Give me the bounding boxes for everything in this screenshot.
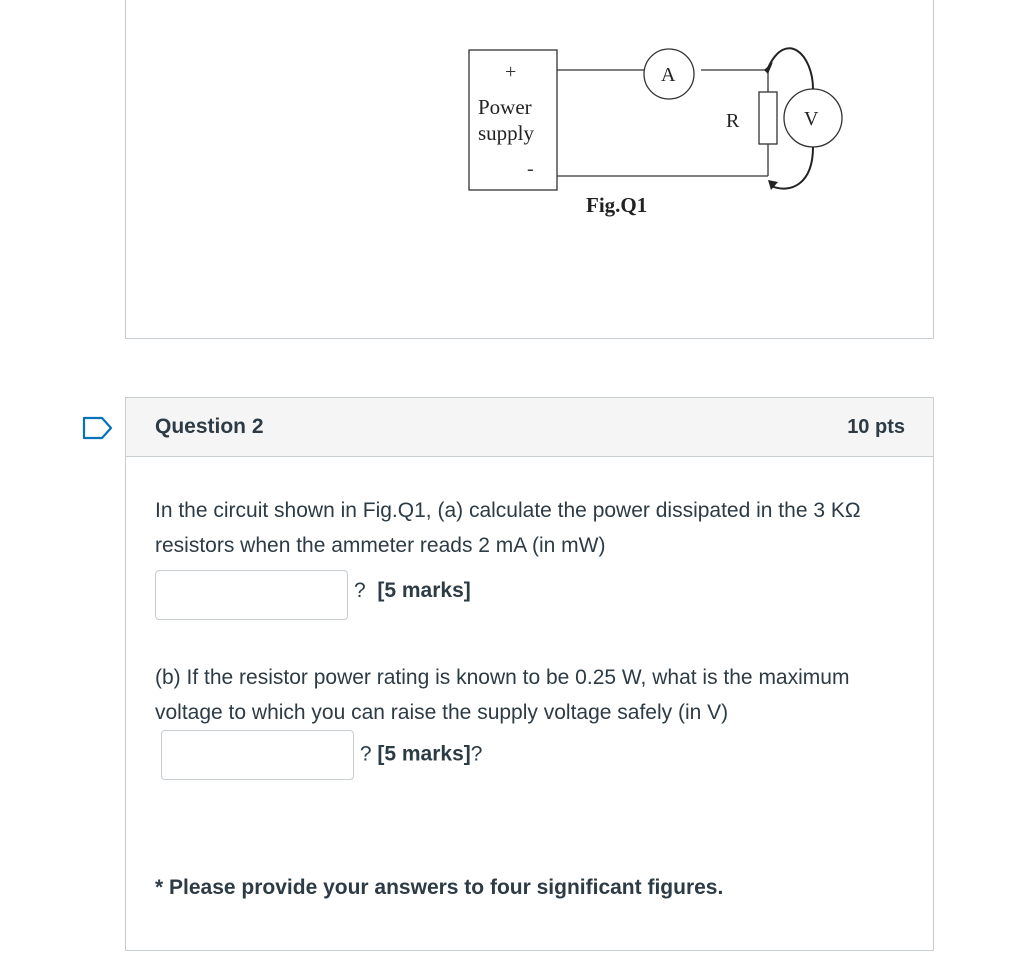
part-b-trailing: ? bbox=[470, 742, 483, 766]
question-body bbox=[126, 457, 933, 905]
power-minus: - bbox=[527, 158, 534, 180]
part-a-text: In the circuit shown in Fig.Q1, (a) calculate the power dissipated in the 3 KΩ resistors when the ammeter reads 2 mA (in mW) bbox=[155, 499, 861, 557]
part-a-suffix: ? bbox=[354, 579, 366, 603]
part-a-marks: [5 marks] bbox=[377, 579, 471, 603]
figure-caption: Fig.Q1 bbox=[586, 193, 648, 217]
power-label-2: supply bbox=[478, 121, 535, 145]
resistor-label: R bbox=[726, 110, 740, 132]
voltmeter-label: V bbox=[804, 108, 819, 130]
question-points: 10 pts bbox=[847, 415, 905, 438]
part-b-text: (b) If the resistor power rating is known to be 0.25 W, what is the maximum voltage to which you can raise the supply voltage safely (in V) bbox=[155, 666, 850, 724]
part-a-answer-row bbox=[155, 563, 905, 620]
resistor-body bbox=[759, 92, 777, 144]
part-b-paragraph bbox=[155, 660, 905, 780]
voltmeter-lead-top bbox=[768, 48, 813, 89]
part-a-answer-input[interactable] bbox=[155, 570, 348, 620]
significant-figures-note: * Please provide your answers to four significant figures. bbox=[155, 876, 724, 899]
question-header bbox=[126, 398, 933, 457]
question-card bbox=[125, 397, 934, 951]
ammeter-label: A bbox=[661, 64, 676, 86]
flag-question-icon[interactable] bbox=[82, 416, 114, 440]
power-plus: + bbox=[505, 61, 517, 83]
part-b-marks: [5 marks] bbox=[377, 742, 471, 766]
previous-question-card bbox=[125, 0, 934, 339]
lead-arrow-top bbox=[764, 62, 773, 74]
circuit-figure bbox=[341, 34, 851, 224]
part-b-answer-input[interactable] bbox=[161, 730, 354, 780]
part-b-suffix: ? bbox=[359, 742, 372, 766]
question-title: Question 2 bbox=[155, 415, 264, 438]
power-label-1: Power bbox=[478, 95, 532, 119]
